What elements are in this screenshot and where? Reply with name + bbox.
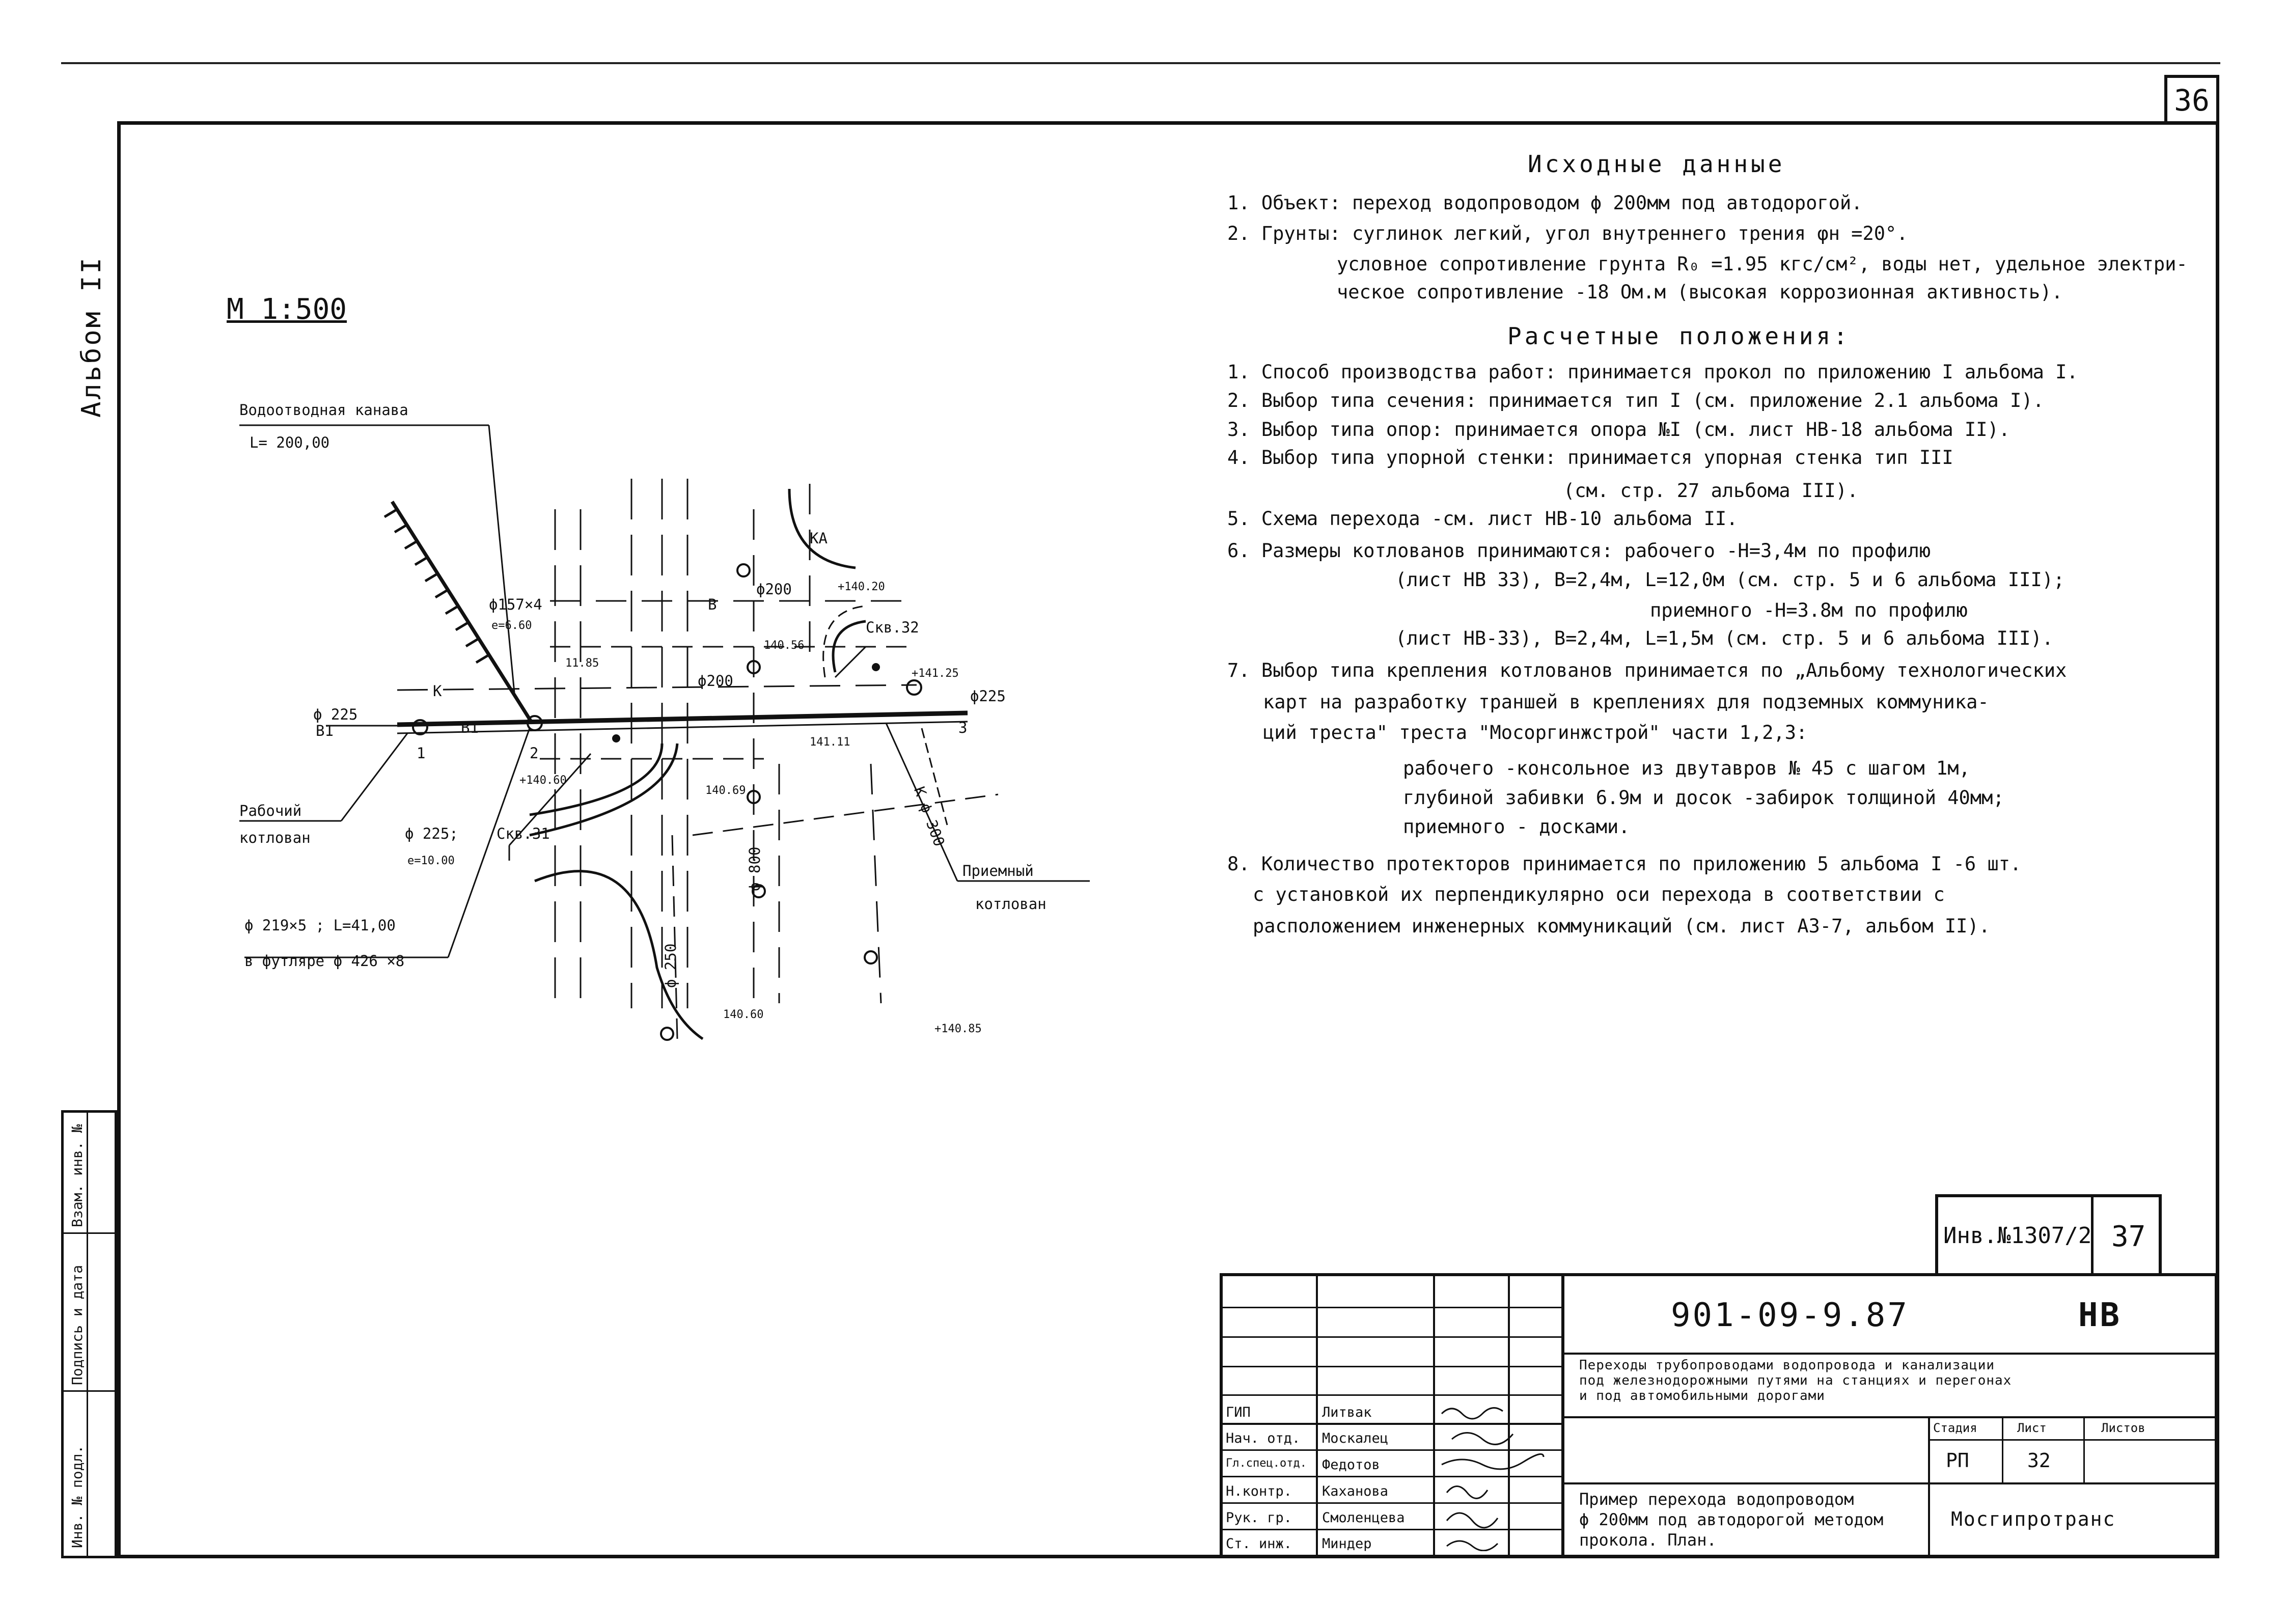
- d250-label: ϕ 250: [662, 943, 679, 988]
- elevation-9: 11.85: [565, 657, 599, 670]
- left-signature-strip: [61, 1110, 117, 1558]
- point-1: 1: [417, 745, 426, 762]
- description-1: Пример перехода водопроводом: [1579, 1490, 1854, 1509]
- note-line: условное сопротивление грунта R₀ =1.95 кгс/см², воды нет, удельное электри-: [1337, 253, 2188, 275]
- person-name: Миндер: [1322, 1536, 1372, 1552]
- subtitle-2: под железнодорожными путями на станциях и перегонах: [1579, 1373, 2012, 1388]
- note-line: карт на разработку траншей в креплениях для подземных коммуника-: [1263, 691, 1989, 713]
- note-line: 3. Выбор типа опор: принимается опора №I (см. лист НВ-18 альбома II).: [1227, 419, 2010, 441]
- note-line: ческое сопротивление -18 Ом.м (высокая коррозионная активность).: [1337, 281, 2063, 303]
- point-2: 2: [530, 745, 539, 762]
- description-3: прокола. План.: [1579, 1530, 1717, 1550]
- sheet-value: 32: [2027, 1449, 2051, 1472]
- note-line: расположением инженерных коммуникаций (см. лист АЗ-7, альбом II).: [1253, 915, 1990, 937]
- well-32-label: Скв.32: [866, 619, 919, 636]
- subtitle-1: Переходы трубопроводами водопровода и канализации: [1579, 1358, 1995, 1373]
- elevation-8: 140.60: [723, 1008, 764, 1021]
- sheet-number: 36: [2164, 75, 2219, 122]
- subtitle-3: и под автомобильными дорогами: [1579, 1388, 1825, 1403]
- pipe-left-label: ϕ 225: [313, 706, 358, 723]
- note-line: приемного - досками.: [1403, 816, 1630, 838]
- mark-b: В: [708, 596, 717, 613]
- inventory-page: 37: [2111, 1220, 2146, 1253]
- person-name: Каханова: [1322, 1483, 1389, 1499]
- note-line: приемного -Н=3.8м по профилю: [1650, 599, 1968, 621]
- note-line: глубиной забивки 6.9м и досок -забирок толщиной 40мм;: [1403, 787, 2004, 809]
- sheet-code: НВ: [2078, 1297, 2122, 1334]
- stage-value: РП: [1946, 1449, 1969, 1472]
- description-2: ϕ 200мм под автодорогой методом: [1579, 1510, 1884, 1529]
- title-block: [1220, 1273, 2218, 1558]
- person-name: Москалец: [1322, 1430, 1389, 1446]
- note-line: 5. Схема перехода -см. лист НВ-10 альбома II.: [1227, 508, 1738, 530]
- person-name: Литвак: [1322, 1405, 1372, 1420]
- d200-mid-label: ϕ200: [698, 672, 733, 690]
- sheets-header: Листов: [2101, 1421, 2145, 1435]
- note-line: (лист НВ 33), В=2,4м, L=12,0м (см. стр. 5 и 6 альбома III);: [1395, 569, 2065, 591]
- note-line: (см. стр. 27 альбома III).: [1563, 480, 1859, 502]
- site-plan: [0, 0, 1171, 1120]
- well-31-label: Скв.31: [497, 825, 550, 842]
- pipe-mid-e-label: е=10.00: [407, 855, 455, 867]
- drain-ditch-label: Водоотводная канава: [239, 401, 408, 419]
- work-pit-label-1: Рабочий: [239, 802, 302, 819]
- document-code: 901-09-9.87: [1671, 1297, 1909, 1334]
- note-line: 2. Выбор типа сечения: принимается тип I (см. приложение 2.1 альбома I).: [1227, 390, 2044, 411]
- album-label: Альбом II: [76, 256, 107, 418]
- role-label: Рук. гр.: [1226, 1510, 1292, 1526]
- note-line: 7. Выбор типа крепления котлованов принимается по „Альбому технологических: [1227, 659, 2067, 681]
- role-label: Ст. инж.: [1226, 1536, 1292, 1552]
- role-label: ГИП: [1226, 1405, 1251, 1420]
- initial-data-heading: Исходные данные: [1528, 150, 1785, 178]
- drain-length-label: L= 200,00: [250, 434, 330, 451]
- strip-signature-date: Подпись и дата: [69, 1264, 86, 1385]
- e-small-label: е=6.60: [491, 619, 532, 632]
- mark-k: К: [433, 682, 442, 700]
- person-name: Смоленцева: [1322, 1510, 1405, 1526]
- note-line: с установкой их перпендикулярно оси перехода в соответствии с: [1253, 884, 1945, 905]
- note-line: 1. Объект: переход водопроводом ϕ 200мм под автодорогой.: [1227, 192, 1863, 214]
- point-3: 3: [958, 719, 968, 736]
- casing-label-1: ϕ 219×5 ; L=41,00: [244, 917, 396, 934]
- receive-pit-label-2: котлован: [975, 895, 1046, 913]
- person-name: Федотов: [1322, 1457, 1380, 1473]
- role-label: Н.контр.: [1226, 1483, 1292, 1499]
- work-pit-label-2: котлован: [239, 829, 311, 846]
- d200-top-label: ϕ200: [756, 581, 792, 598]
- elevation-7: +140.85: [934, 1023, 982, 1035]
- d300-label: К ϕ 300: [911, 784, 948, 849]
- inventory-number: Инв.№1307/2: [1943, 1223, 2092, 1249]
- role-label: Гл.спец.отд.: [1226, 1457, 1307, 1470]
- elevation-2: 141.11: [810, 736, 850, 749]
- strip-replace-inv: Взам. инв. №: [69, 1124, 86, 1227]
- mark-ka: КА: [810, 530, 828, 547]
- note-line: 4. Выбор типа упорной стенки: принимается упорная стенка тип III: [1227, 447, 1953, 469]
- stage-header: Стадия: [1933, 1421, 1977, 1435]
- calc-positions-heading: Расчетные положения:: [1507, 322, 1851, 350]
- casing-label-2: в футляре ϕ 426 ×8: [244, 952, 405, 970]
- elevation-3: +140.20: [838, 581, 885, 593]
- elevation-1: +140.60: [519, 774, 567, 787]
- elevation-4: 140.56: [764, 639, 805, 652]
- note-line: рабочего -консольное из двутавров № 45 с шагом 1м,: [1403, 757, 1970, 779]
- pipe-right-label: ϕ225: [970, 687, 1006, 705]
- strip-inv-orig: Инв. № подл.: [69, 1445, 86, 1548]
- d800-label: ϕ 800: [746, 846, 763, 891]
- note-line: 1. Способ производства работ: принимается прокол по приложению I альбома I.: [1227, 361, 2078, 383]
- organization: Мосгипротранс: [1951, 1508, 2116, 1530]
- d157-label: ϕ157×4: [489, 596, 542, 613]
- note-line: 8. Количество протекторов принимается по приложению 5 альбома I -6 шт.: [1227, 853, 2022, 875]
- note-line: (лист НВ-33), В=2,4м, L=1,5м (см. стр. 5 и 6 альбома III).: [1395, 627, 2054, 649]
- inventory-box: [1935, 1194, 2162, 1276]
- mark-b1-mid: В1: [461, 719, 479, 736]
- mark-b1-left: В1: [316, 722, 334, 739]
- pipe-mid-label: ϕ 225;: [405, 825, 458, 842]
- note-line: 2. Грунты: суглинок легкий, угол внутреннего трения φн =20°.: [1227, 223, 1908, 244]
- note-line: 6. Размеры котлованов принимаются: рабочего -Н=3,4м по профилю: [1227, 540, 1931, 562]
- signatures: [1437, 1398, 1559, 1551]
- sheet-header: Лист: [2017, 1421, 2047, 1435]
- note-line: ций треста" треста "Мосоргинжстрой" части 1,2,3:: [1263, 722, 1808, 744]
- scale-label: М 1:500: [227, 293, 347, 326]
- elevation-6: +141.25: [912, 667, 959, 680]
- receive-pit-label-1: Приемный: [962, 862, 1034, 879]
- role-label: Нач. отд.: [1226, 1430, 1301, 1446]
- elevation-5: 140.69: [705, 784, 746, 797]
